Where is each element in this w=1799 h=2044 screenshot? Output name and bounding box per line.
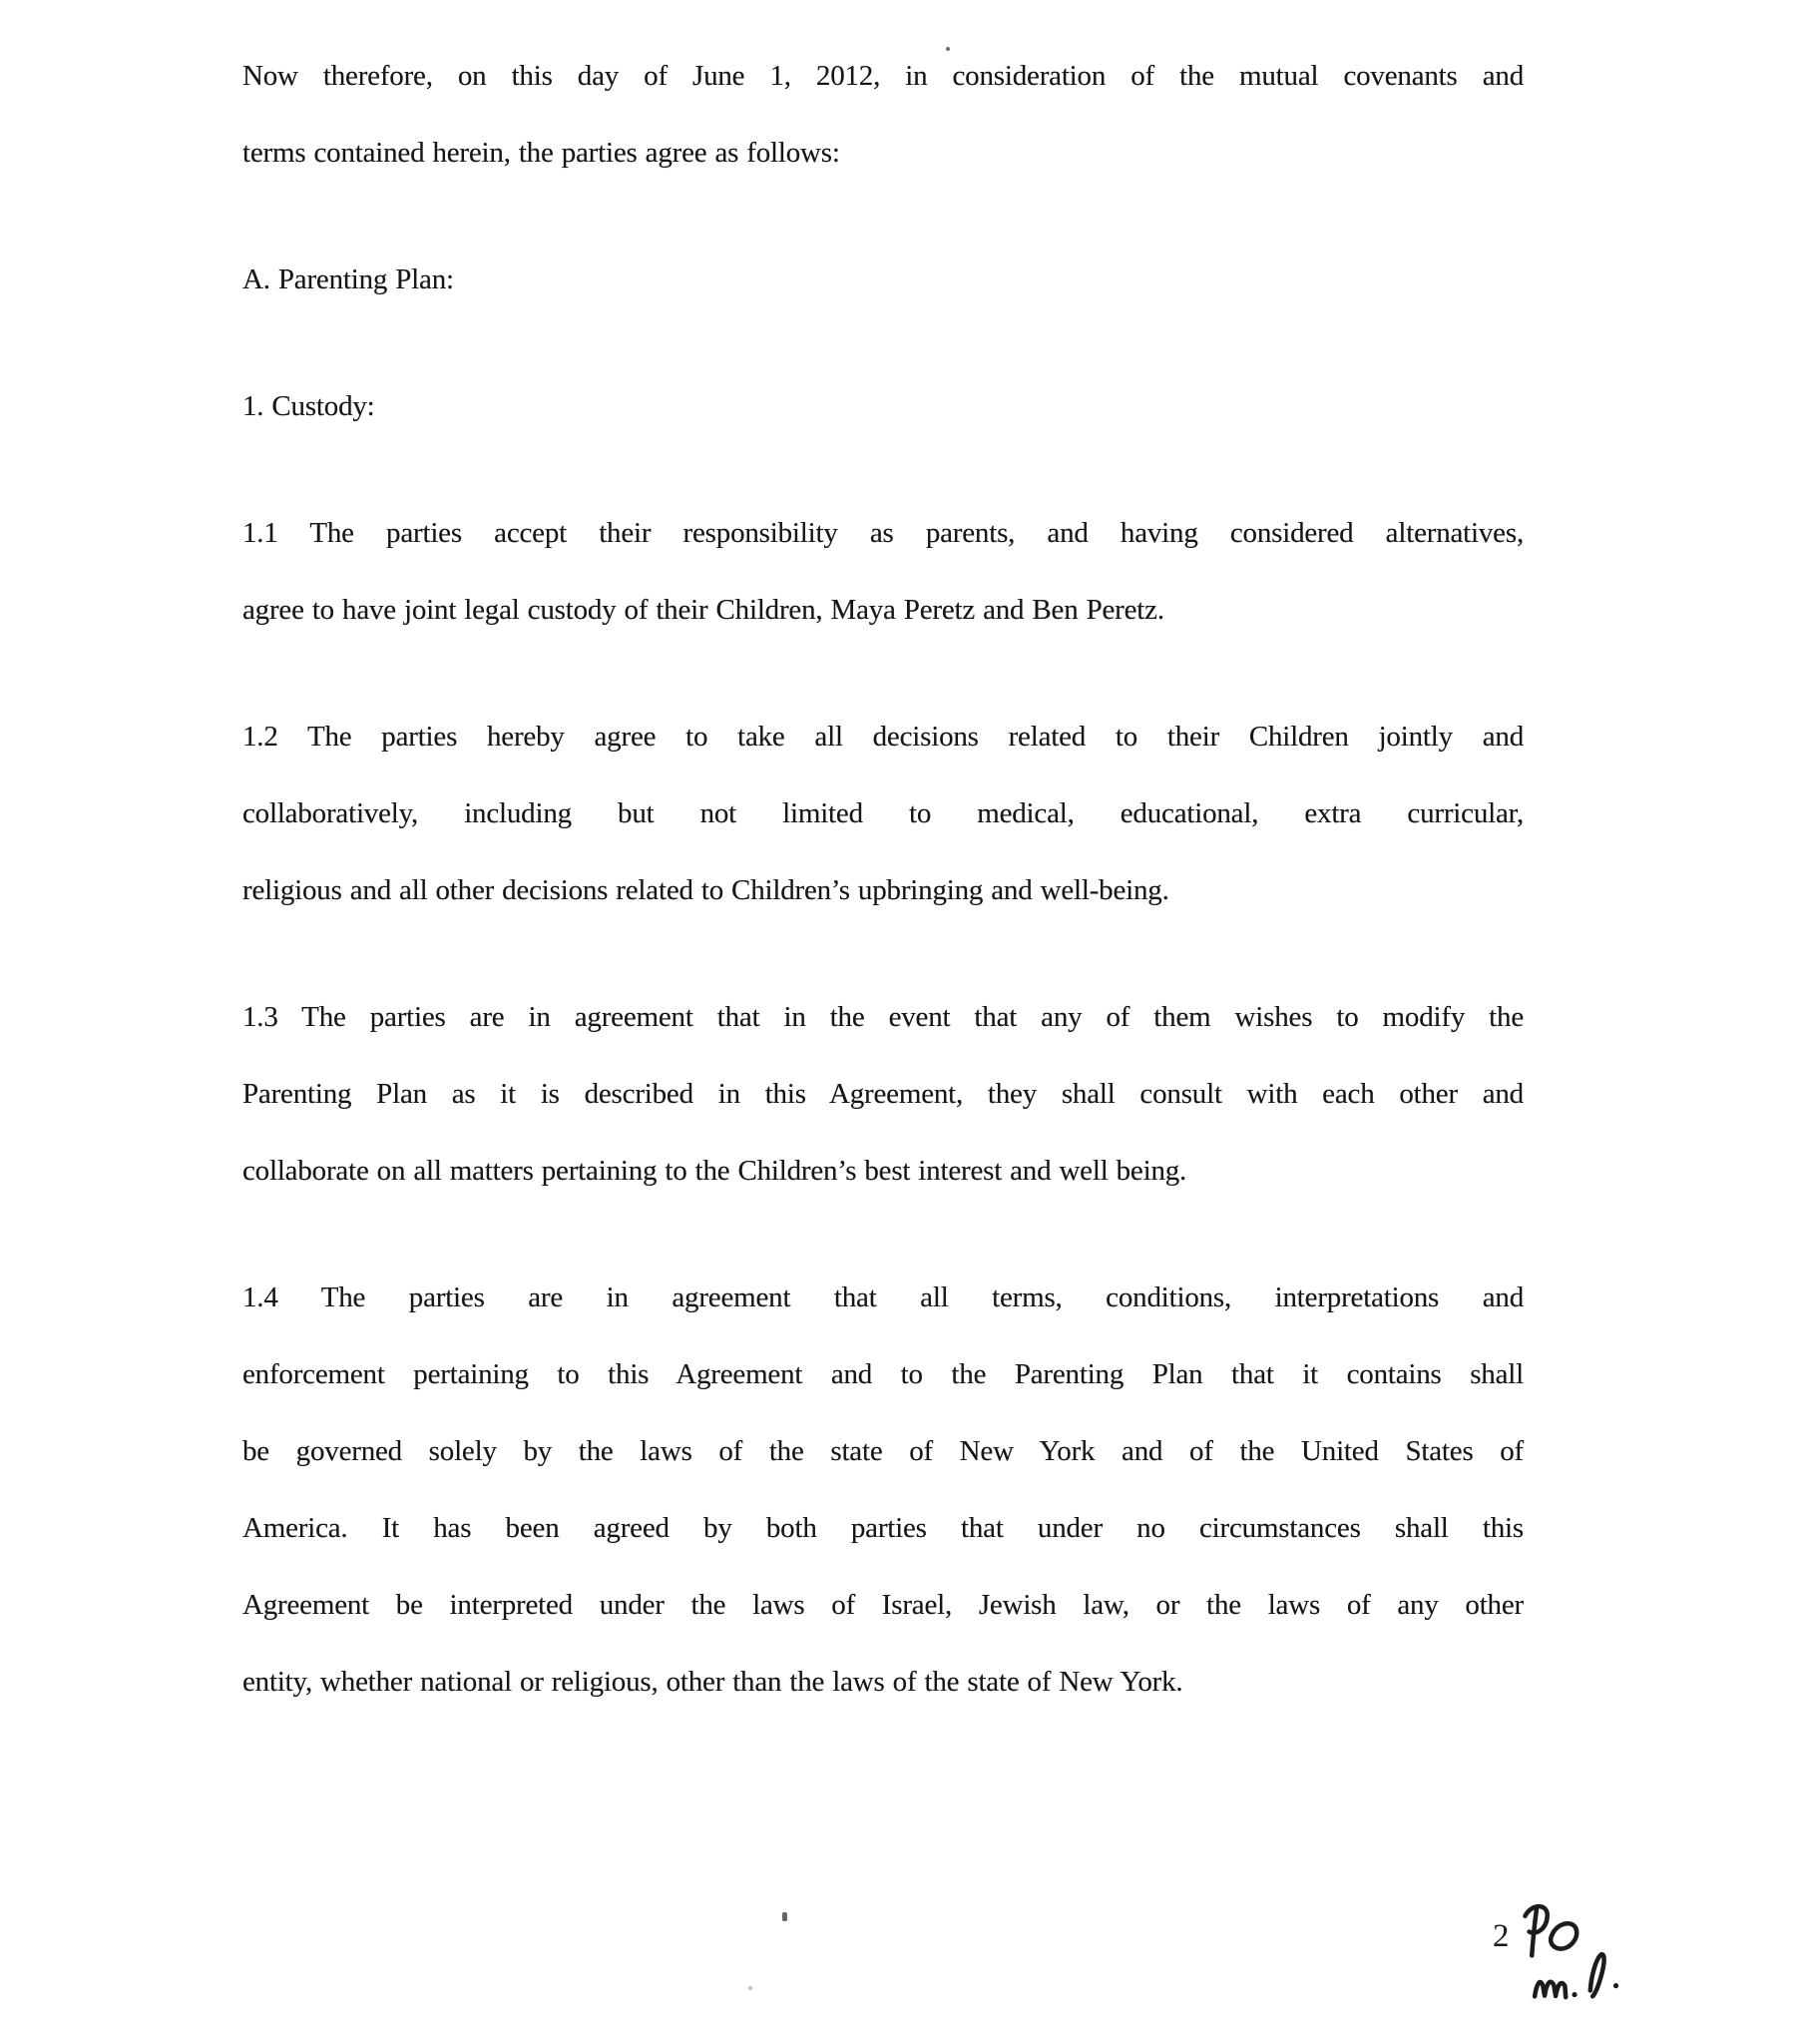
- initial-o-stroke: [1550, 1923, 1577, 1950]
- text-line: enforcement pertaining to this Agreement and to the Parenting Plan that it contains shall: [242, 1358, 1524, 1390]
- initial-dot: [1613, 1983, 1619, 1989]
- handwritten-initials: [1502, 1891, 1641, 2011]
- text-line: 1.2 The parties hereby agree to take all decisions related to their Children jointly and: [242, 721, 1524, 753]
- text-line: collaborate on all matters pertaining to the Children’s best interest and well being.: [242, 1155, 1187, 1187]
- text-line: agree to have joint legal custody of their Children, Maya Peretz and Ben Peretz.: [242, 594, 1164, 626]
- initial-m-stroke: [1534, 1980, 1566, 1999]
- text-line: religious and all other decisions related to Children’s upbringing and well-being.: [242, 874, 1169, 906]
- scan-speck: [946, 47, 950, 51]
- text-line: 1.1 The parties accept their responsibility as parents, and having considered alternatives,: [242, 517, 1524, 549]
- initial-dot: [1572, 1992, 1577, 1998]
- text-line: 1. Custody:: [242, 390, 375, 422]
- paragraph-clause-1-4: [242, 1260, 1524, 1721]
- text-line: America. It has been agreed by both parties that under no circumstances shall this: [242, 1512, 1524, 1544]
- paragraph-section-a-heading: [242, 242, 1524, 318]
- text-line: Agreement be interpreted under the laws of Israel, Jewish law, or the laws of any other: [242, 1589, 1524, 1621]
- text-line: terms contained herein, the parties agree as follows:: [242, 137, 840, 169]
- paragraph-section-1-heading: [242, 368, 1524, 445]
- initial-l-stroke: [1587, 1954, 1606, 1996]
- scan-speck: [748, 1986, 752, 1990]
- document-body: [242, 38, 1524, 1771]
- text-line: collaboratively, including but not limited to medical, educational, extra curricular,: [242, 797, 1524, 829]
- paragraph-intro: [242, 38, 1524, 192]
- paragraph-clause-1-3: [242, 979, 1524, 1210]
- text-line: A. Parenting Plan:: [242, 263, 454, 295]
- paragraph-clause-1-1: [242, 495, 1524, 649]
- paragraph-clause-1-2: [242, 699, 1524, 929]
- text-line: Parenting Plan as it is described in this Agreement, they shall consult with each other and: [242, 1078, 1524, 1110]
- scan-speck: [782, 1912, 787, 1921]
- page-number: 2: [1493, 1918, 1510, 1954]
- text-line: be governed solely by the laws of the state of New York and of the United States of: [242, 1435, 1524, 1467]
- text-line: 1.4 The parties are in agreement that all terms, conditions, interpretations and: [242, 1281, 1524, 1313]
- text-line: 1.3 The parties are in agreement that in the event that any of them wishes to modify the: [242, 1001, 1524, 1033]
- text-line: Now therefore, on this day of June 1, 2012, in consideration of the mutual covenants and: [242, 60, 1524, 92]
- text-line: entity, whether national or religious, other than the laws of the state of New York.: [242, 1666, 1183, 1698]
